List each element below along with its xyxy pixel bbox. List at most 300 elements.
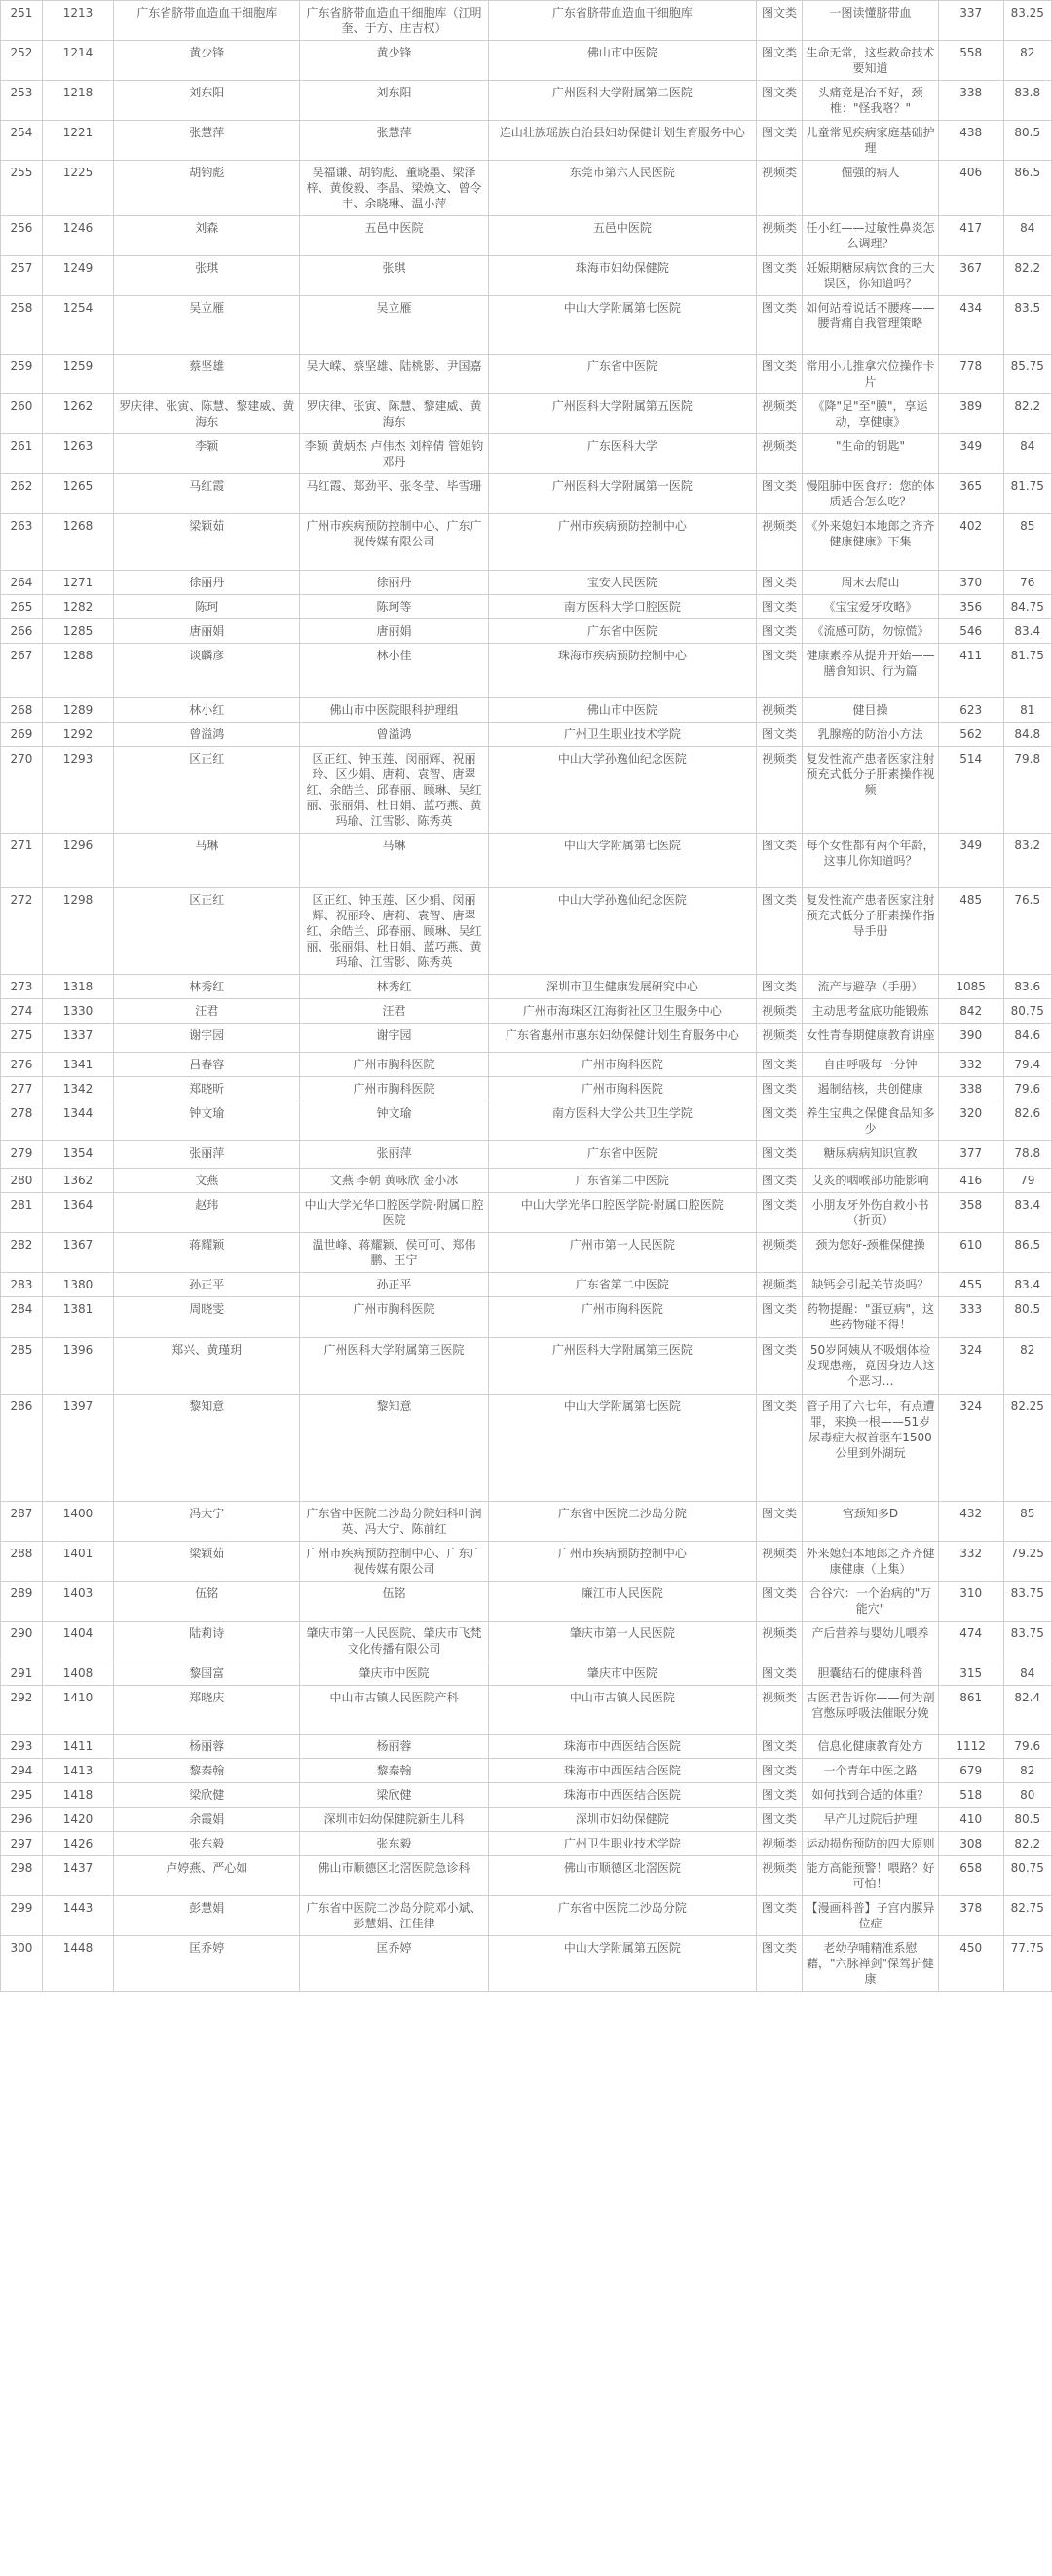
cell-no: 254: [1, 121, 43, 161]
cell-id: 1249: [42, 256, 113, 296]
cell-author: 林秀红: [114, 975, 300, 999]
cell-members: 广州市胸科医院: [300, 1053, 488, 1077]
cell-no: 252: [1, 41, 43, 81]
cell-id: 1413: [42, 1759, 113, 1783]
cell-views: 778: [938, 355, 1003, 394]
cell-views: 518: [938, 1783, 1003, 1808]
cell-no: 289: [1, 1582, 43, 1622]
cell-members: 汪君: [300, 999, 488, 1024]
cell-title: 常用小儿推拿穴位操作卡片: [803, 355, 939, 394]
table-row: [1, 394, 1052, 434]
cell-id: 1362: [42, 1169, 113, 1193]
cell-type: 图文类: [756, 41, 802, 81]
cell-type: 图文类: [756, 1297, 802, 1338]
cell-no: 299: [1, 1896, 43, 1936]
cell-author: 梁颖茹: [114, 1542, 300, 1582]
cell-unit: 广东医科大学: [488, 434, 756, 474]
cell-members: 肇庆市中医院: [300, 1661, 488, 1686]
cell-id: 1403: [42, 1582, 113, 1622]
cell-author: 黎国富: [114, 1661, 300, 1686]
cell-members: 孙正平: [300, 1273, 488, 1297]
cell-unit: 珠海市疾病预防控制中心: [488, 644, 756, 698]
cell-views: 1085: [938, 975, 1003, 999]
table-row: [1, 975, 1052, 999]
table-row: [1, 1, 1052, 41]
cell-members: 黎秦翰: [300, 1759, 488, 1783]
cell-unit: 宝安人民医院: [488, 571, 756, 595]
cell-unit: 中山大学附属第七医院: [488, 834, 756, 888]
cell-type: 视频类: [756, 1273, 802, 1297]
cell-type: 图文类: [756, 296, 802, 355]
cell-no: 270: [1, 747, 43, 834]
cell-author: 黄少锋: [114, 41, 300, 81]
table-row: [1, 216, 1052, 256]
cell-unit: 广东省脐带血造血干细胞库: [488, 1, 756, 41]
cell-views: 349: [938, 834, 1003, 888]
cell-id: 1288: [42, 644, 113, 698]
cell-members: 广州医科大学附属第三医院: [300, 1338, 488, 1395]
cell-unit: 广东省中医院: [488, 355, 756, 394]
cell-no: 260: [1, 394, 43, 434]
cell-score: 80.75: [1003, 1856, 1052, 1896]
cell-members: 吴立雁: [300, 296, 488, 355]
cell-score: 77.75: [1003, 1936, 1052, 1992]
cell-author: 张慧萍: [114, 121, 300, 161]
cell-unit: 中山大学孙逸仙纪念医院: [488, 747, 756, 834]
table-row: [1, 698, 1052, 723]
cell-score: 83.75: [1003, 1622, 1052, 1661]
cell-id: 1292: [42, 723, 113, 747]
cell-title: 运动损伤预防的四大原则: [803, 1832, 939, 1856]
cell-views: 558: [938, 41, 1003, 81]
cell-id: 1448: [42, 1936, 113, 1992]
cell-no: 300: [1, 1936, 43, 1992]
cell-type: 图文类: [756, 1141, 802, 1169]
cell-type: 视频类: [756, 1542, 802, 1582]
cell-type: 图文类: [756, 1759, 802, 1783]
cell-no: 275: [1, 1024, 43, 1053]
cell-author: 林小红: [114, 698, 300, 723]
cell-id: 1259: [42, 355, 113, 394]
cell-views: 333: [938, 1297, 1003, 1338]
cell-unit: 五邑中医院: [488, 216, 756, 256]
cell-title: 颈为您好-颈椎保健操: [803, 1233, 939, 1273]
cell-unit: 深圳市卫生健康发展研究中心: [488, 975, 756, 999]
cell-no: 271: [1, 834, 43, 888]
table-row: [1, 834, 1052, 888]
cell-id: 1296: [42, 834, 113, 888]
table-row: [1, 514, 1052, 571]
table-row: [1, 1297, 1052, 1338]
cell-author: 伍铭: [114, 1582, 300, 1622]
table-row: [1, 1735, 1052, 1759]
cell-score: 76.5: [1003, 888, 1052, 975]
cell-no: 291: [1, 1661, 43, 1686]
cell-id: 1341: [42, 1053, 113, 1077]
cell-views: 338: [938, 81, 1003, 121]
table-row: [1, 1338, 1052, 1395]
cell-score: 81: [1003, 698, 1052, 723]
cell-id: 1443: [42, 1896, 113, 1936]
cell-author: 杨丽蓉: [114, 1735, 300, 1759]
cell-no: 269: [1, 723, 43, 747]
cell-views: 416: [938, 1169, 1003, 1193]
cell-members: 佛山市顺德区北滘医院急诊科: [300, 1856, 488, 1896]
cell-title: 《降"足"至"膜"，享运动，享健康》: [803, 394, 939, 434]
cell-views: 438: [938, 121, 1003, 161]
cell-members: 刘东阳: [300, 81, 488, 121]
cell-title: 遏制结核，共创健康: [803, 1077, 939, 1101]
cell-views: 367: [938, 256, 1003, 296]
cell-members: 吴福谦、胡钧彪、董晓墨、梁泽梓、黄俊毅、李晶、梁焕文、曾令丰、余晓琳、温小萍: [300, 161, 488, 216]
cell-type: 图文类: [756, 1896, 802, 1936]
cell-author: 区正红: [114, 888, 300, 975]
cell-score: 82.2: [1003, 256, 1052, 296]
cell-score: 82: [1003, 1338, 1052, 1395]
cell-unit: 佛山市中医院: [488, 698, 756, 723]
cell-views: 434: [938, 296, 1003, 355]
cell-views: 320: [938, 1101, 1003, 1141]
cell-type: 图文类: [756, 1338, 802, 1395]
cell-type: 视频类: [756, 394, 802, 434]
cell-views: 332: [938, 1053, 1003, 1077]
cell-type: 图文类: [756, 1502, 802, 1542]
cell-author: 谈麟彦: [114, 644, 300, 698]
cell-unit: 广东省惠州市惠东妇幼保健计划生育服务中心: [488, 1024, 756, 1053]
cell-members: 曾溢鸿: [300, 723, 488, 747]
cell-views: 365: [938, 474, 1003, 514]
cell-author: 陈珂: [114, 595, 300, 619]
cell-members: 广州市疾病预防控制中心、广东广视传媒有限公司: [300, 1542, 488, 1582]
cell-author: 唐丽娟: [114, 619, 300, 644]
cell-type: 图文类: [756, 474, 802, 514]
cell-members: 罗庆律、张寅、陈慧、黎建威、黄海东: [300, 394, 488, 434]
table-row: [1, 888, 1052, 975]
cell-author: 彭慧娟: [114, 1896, 300, 1936]
table-row: [1, 571, 1052, 595]
cell-no: 294: [1, 1759, 43, 1783]
cell-views: 338: [938, 1077, 1003, 1101]
cell-score: 86.5: [1003, 161, 1052, 216]
cell-id: 1400: [42, 1502, 113, 1542]
cell-score: 79.4: [1003, 1053, 1052, 1077]
cell-type: 视频类: [756, 161, 802, 216]
cell-title: 古医君告诉你——何为剖宫憋尿呼吸法催眠分娩: [803, 1686, 939, 1735]
table-row: [1, 1808, 1052, 1832]
cell-id: 1246: [42, 216, 113, 256]
cell-title: 艾炙的咽喉部功能影响: [803, 1169, 939, 1193]
cell-type: 视频类: [756, 216, 802, 256]
cell-title: 任小红——过敏性鼻炎怎么调理？: [803, 216, 939, 256]
table-row: [1, 1395, 1052, 1502]
cell-author: 黎秦翰: [114, 1759, 300, 1783]
cell-title: 复发性流产患者医家注射预充式低分子肝素操作视频: [803, 747, 939, 834]
cell-title: 小朋友牙外伤自救小书（折页）: [803, 1193, 939, 1233]
cell-unit: 广州市胸科医院: [488, 1077, 756, 1101]
cell-id: 1337: [42, 1024, 113, 1053]
table-row: [1, 1832, 1052, 1856]
cell-members: 张丽萍: [300, 1141, 488, 1169]
cell-views: 324: [938, 1395, 1003, 1502]
table-row: [1, 747, 1052, 834]
cell-unit: 肇庆市第一人民医院: [488, 1622, 756, 1661]
cell-no: 273: [1, 975, 43, 999]
table-row: [1, 1686, 1052, 1735]
cell-score: 83.8: [1003, 81, 1052, 121]
cell-type: 视频类: [756, 1686, 802, 1735]
cell-type: 图文类: [756, 1053, 802, 1077]
cell-id: 1214: [42, 41, 113, 81]
cell-unit: 南方医科大学口腔医院: [488, 595, 756, 619]
cell-members: 黎知意: [300, 1395, 488, 1502]
cell-members: 广东省中医院二沙岛分院妇科叶润英、冯大宁、陈前红: [300, 1502, 488, 1542]
cell-views: 658: [938, 1856, 1003, 1896]
cell-id: 1318: [42, 975, 113, 999]
cell-id: 1218: [42, 81, 113, 121]
cell-no: 255: [1, 161, 43, 216]
cell-author: 蔡坚雄: [114, 355, 300, 394]
cell-id: 1418: [42, 1783, 113, 1808]
cell-author: 谢宇园: [114, 1024, 300, 1053]
cell-score: 80.5: [1003, 1297, 1052, 1338]
table-row: [1, 1141, 1052, 1169]
cell-views: 411: [938, 644, 1003, 698]
cell-id: 1437: [42, 1856, 113, 1896]
cell-score: 83.2: [1003, 834, 1052, 888]
cell-no: 264: [1, 571, 43, 595]
cell-id: 1262: [42, 394, 113, 434]
cell-author: 周晓雯: [114, 1297, 300, 1338]
table-row: [1, 644, 1052, 698]
table-row: [1, 1233, 1052, 1273]
cell-no: 284: [1, 1297, 43, 1338]
cell-unit: 广州市疾病预防控制中心: [488, 1542, 756, 1582]
cell-author: 汪君: [114, 999, 300, 1024]
cell-author: 吴立雁: [114, 296, 300, 355]
cell-members: 区正红、钟玉莲、闵丽辉、祝丽玲、区少娟、唐莉、袁智、唐翠红、余皓兰、邱春丽、顾琳、吴红丽、张丽娟、杜日娟、蓝巧燕、黄玛瑜、江雪影、陈秀英: [300, 747, 488, 834]
cell-members: 广东省脐带血造血干细胞库（江明奎、于方、庄吉权）: [300, 1, 488, 41]
cell-views: 485: [938, 888, 1003, 975]
cell-id: 1221: [42, 121, 113, 161]
cell-members: 徐丽丹: [300, 571, 488, 595]
cell-members: 广东省中医院二沙岛分院邓小斌、彭慧娟、江佳律: [300, 1896, 488, 1936]
cell-no: 280: [1, 1169, 43, 1193]
cell-id: 1396: [42, 1338, 113, 1395]
cell-author: 钟文瑜: [114, 1101, 300, 1141]
table-row: [1, 1053, 1052, 1077]
cell-type: 图文类: [756, 1, 802, 41]
table-row: [1, 161, 1052, 216]
cell-members: 广州市胸科医院: [300, 1297, 488, 1338]
cell-title: 一个青年中医之路: [803, 1759, 939, 1783]
cell-score: 83.4: [1003, 619, 1052, 644]
table-row: [1, 296, 1052, 355]
cell-views: 623: [938, 698, 1003, 723]
cell-type: 图文类: [756, 571, 802, 595]
cell-members: 李颖 黄炳杰 卢伟杰 刘梓倩 管姐钧 邓丹: [300, 434, 488, 474]
cell-views: 358: [938, 1193, 1003, 1233]
cell-unit: 广州医科大学附属第三医院: [488, 1338, 756, 1395]
cell-title: 糖尿病病知识宣教: [803, 1141, 939, 1169]
cell-author: 胡钧彪: [114, 161, 300, 216]
cell-id: 1213: [42, 1, 113, 41]
cell-score: 82.6: [1003, 1101, 1052, 1141]
cell-no: 279: [1, 1141, 43, 1169]
cell-no: 288: [1, 1542, 43, 1582]
cell-id: 1367: [42, 1233, 113, 1273]
cell-author: 郑晓庆: [114, 1686, 300, 1735]
cell-unit: 广东省中医院: [488, 619, 756, 644]
cell-title: 如何找到合适的体重？: [803, 1783, 939, 1808]
cell-score: 84: [1003, 216, 1052, 256]
cell-views: 377: [938, 1141, 1003, 1169]
cell-id: 1285: [42, 619, 113, 644]
cell-score: 80.5: [1003, 1808, 1052, 1832]
cell-score: 82.2: [1003, 394, 1052, 434]
cell-author: 梁欣健: [114, 1783, 300, 1808]
cell-score: 85: [1003, 514, 1052, 571]
cell-author: 罗庆律、张寅、陈慧、黎建威、黄海东: [114, 394, 300, 434]
cell-members: 五邑中医院: [300, 216, 488, 256]
cell-views: 332: [938, 1542, 1003, 1582]
cell-author: 余霞娟: [114, 1808, 300, 1832]
cell-no: 274: [1, 999, 43, 1024]
cell-id: 1420: [42, 1808, 113, 1832]
cell-unit: 广州卫生职业技术学院: [488, 723, 756, 747]
cell-type: 图文类: [756, 975, 802, 999]
table-row: [1, 1783, 1052, 1808]
cell-title: 50岁阿姨从不吸烟体检发现患癌，竟因身边人这个恶习…: [803, 1338, 939, 1395]
cell-score: 85.75: [1003, 355, 1052, 394]
cell-unit: 连山壮族瑶族自治县妇幼保健计划生育服务中心: [488, 121, 756, 161]
cell-type: 图文类: [756, 723, 802, 747]
cell-id: 1380: [42, 1273, 113, 1297]
cell-id: 1410: [42, 1686, 113, 1735]
cell-unit: 广州医科大学附属第二医院: [488, 81, 756, 121]
cell-score: 80.5: [1003, 121, 1052, 161]
cell-id: 1263: [42, 434, 113, 474]
cell-members: 深圳市妇幼保健院新生儿科: [300, 1808, 488, 1832]
cell-no: 268: [1, 698, 43, 723]
cell-no: 297: [1, 1832, 43, 1856]
cell-unit: 南方医科大学公共卫生学院: [488, 1101, 756, 1141]
cell-no: 286: [1, 1395, 43, 1502]
cell-no: 287: [1, 1502, 43, 1542]
cell-type: 图文类: [756, 1395, 802, 1502]
cell-id: 1293: [42, 747, 113, 834]
cell-no: 257: [1, 256, 43, 296]
cell-author: 文燕: [114, 1169, 300, 1193]
cell-no: 262: [1, 474, 43, 514]
cell-views: 370: [938, 571, 1003, 595]
cell-no: 261: [1, 434, 43, 474]
cell-id: 1381: [42, 1297, 113, 1338]
cell-members: 广州市胸科医院: [300, 1077, 488, 1101]
cell-unit: 珠海市中西医结合医院: [488, 1759, 756, 1783]
table-row: [1, 619, 1052, 644]
table-row: [1, 723, 1052, 747]
cell-title: 如何站着说话不腰疼——腰背痛自我管理策略: [803, 296, 939, 355]
cell-type: 图文类: [756, 1661, 802, 1686]
cell-type: 图文类: [756, 1077, 802, 1101]
table-row: [1, 595, 1052, 619]
cell-unit: 中山大学光华口腔医学院·附属口腔医院: [488, 1193, 756, 1233]
table-row: [1, 1622, 1052, 1661]
cell-views: 324: [938, 1338, 1003, 1395]
cell-views: 308: [938, 1832, 1003, 1856]
table-row: [1, 121, 1052, 161]
cell-no: 292: [1, 1686, 43, 1735]
table-row: [1, 1936, 1052, 1992]
cell-views: 310: [938, 1582, 1003, 1622]
cell-title: 早产儿过院后护理: [803, 1808, 939, 1832]
cell-unit: 广东省第二中医院: [488, 1273, 756, 1297]
cell-id: 1282: [42, 595, 113, 619]
cell-views: 432: [938, 1502, 1003, 1542]
cell-views: 356: [938, 595, 1003, 619]
cell-views: 337: [938, 1, 1003, 41]
cell-type: 图文类: [756, 81, 802, 121]
cell-members: 张东毅: [300, 1832, 488, 1856]
table-row: [1, 1077, 1052, 1101]
cell-type: 视频类: [756, 1024, 802, 1053]
cell-unit: 中山大学附属第七医院: [488, 296, 756, 355]
cell-title: 产后营养与婴幼儿喂养: [803, 1622, 939, 1661]
cell-type: 图文类: [756, 834, 802, 888]
cell-score: 79.25: [1003, 1542, 1052, 1582]
cell-members: 梁欣健: [300, 1783, 488, 1808]
cell-members: 谢宇园: [300, 1024, 488, 1053]
table-row: [1, 1101, 1052, 1141]
cell-views: 861: [938, 1686, 1003, 1735]
cell-views: 514: [938, 747, 1003, 834]
cell-type: 图文类: [756, 1735, 802, 1759]
cell-no: 296: [1, 1808, 43, 1832]
cell-author: 马琳: [114, 834, 300, 888]
cell-type: 视频类: [756, 747, 802, 834]
cell-views: 562: [938, 723, 1003, 747]
cell-author: 区正红: [114, 747, 300, 834]
cell-no: 295: [1, 1783, 43, 1808]
cell-no: 276: [1, 1053, 43, 1077]
cell-unit: 广东省中医院二沙岛分院: [488, 1896, 756, 1936]
cell-score: 78.8: [1003, 1141, 1052, 1169]
cell-views: 417: [938, 216, 1003, 256]
cell-id: 1289: [42, 698, 113, 723]
cell-no: 259: [1, 355, 43, 394]
cell-score: 82: [1003, 1759, 1052, 1783]
cell-title: 主动思考盆底功能锻炼: [803, 999, 939, 1024]
table-row: [1, 1661, 1052, 1686]
cell-unit: 肇庆市中医院: [488, 1661, 756, 1686]
table-row: [1, 474, 1052, 514]
cell-type: 图文类: [756, 1936, 802, 1992]
cell-members: 温世峰、蒋耀颖、侯可可、郑伟鹏、王宁: [300, 1233, 488, 1273]
table-row: [1, 41, 1052, 81]
cell-unit: 广州医科大学附属第一医院: [488, 474, 756, 514]
cell-title: 《流感可防，勿惊慌》: [803, 619, 939, 644]
cell-type: 图文类: [756, 1582, 802, 1622]
cell-views: 390: [938, 1024, 1003, 1053]
cell-score: 84.75: [1003, 595, 1052, 619]
cell-type: 图文类: [756, 1783, 802, 1808]
cell-id: 1364: [42, 1193, 113, 1233]
cell-score: 83.75: [1003, 1582, 1052, 1622]
cell-unit: 东莞市第六人民医院: [488, 161, 756, 216]
cell-author: 郑晓昕: [114, 1077, 300, 1101]
cell-id: 1344: [42, 1101, 113, 1141]
cell-unit: 佛山市顺德区北滘医院: [488, 1856, 756, 1896]
